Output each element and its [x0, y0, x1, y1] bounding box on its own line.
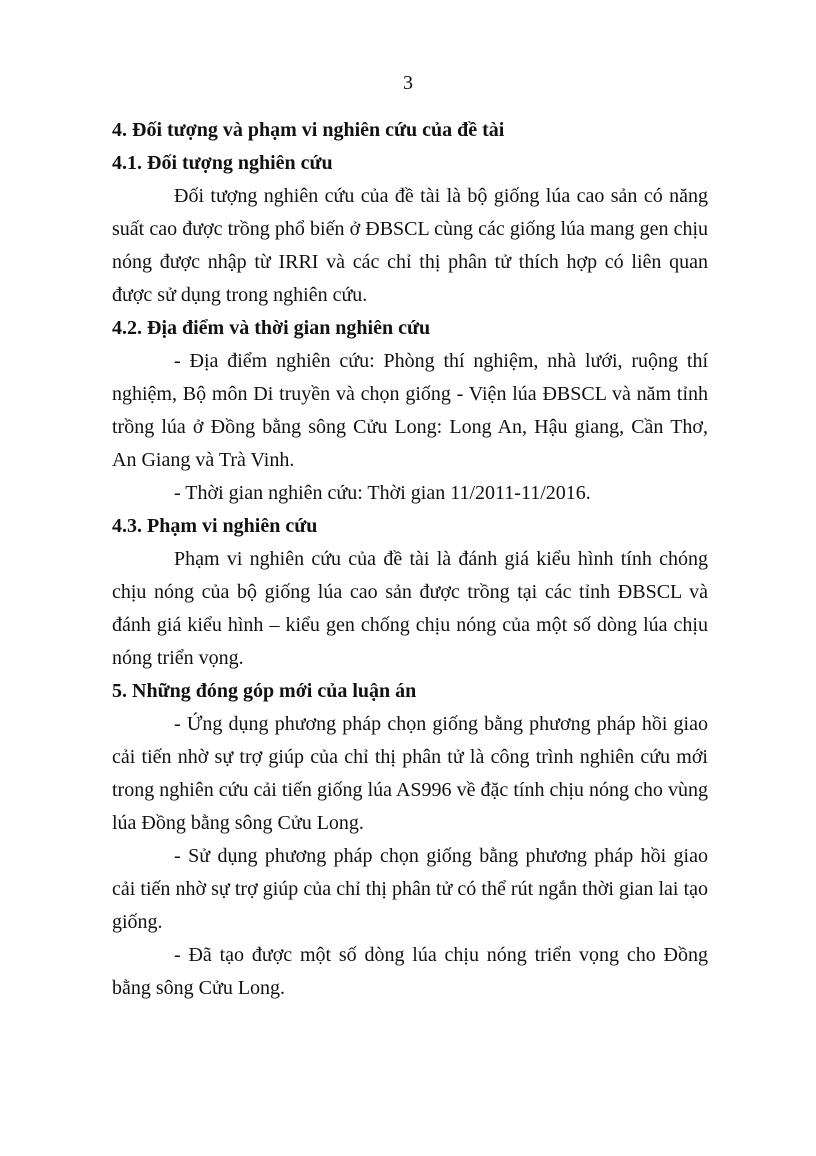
page-number: 3 [403, 72, 413, 94]
section-4-3-paragraph: Phạm vi nghiên cứu của đề tài là đánh giá kiểu hình tính chóng chịu nóng của bộ giống lúa cao sản được trồng tại các tỉnh ĐBSCL và đánh giá kiểu hình – kiểu gen chống chịu nóng của một số dòng lúa chịu nóng triển vọng. [112, 548, 708, 669]
document-body [112, 114, 708, 1005]
section-4-2-location: - Địa điểm nghiên cứu: Phòng thí nghiệm, nhà lưới, ruộng thí nghiệm, Bộ môn Di truyền và chọn giống - Viện lúa ĐBSCL và năm tỉnh trồng lúa ở Đồng bằng sông Cửu Long: Long An, Hậu giang, Cần Thơ, An Giang và Trà Vinh. [112, 350, 708, 471]
section-5-item: - Sử dụng phương pháp chọn giống bằng phương pháp hồi giao cải tiến nhờ sự trợ giúp của chỉ thị phân tử có thể rút ngắn thời gian lai tạo giống. [112, 845, 708, 933]
section-4-2-heading: 4.2. Địa điểm và thời gian nghiên cứu [112, 317, 431, 339]
section-4-heading: 4. Đối tượng và phạm vi nghiên cứu của đề tài [112, 119, 505, 141]
section-4-1-heading: 4.1. Đối tượng nghiên cứu [112, 152, 333, 174]
section-4-3-heading: 4.3. Phạm vi nghiên cứu [112, 515, 318, 537]
section-5-heading: 5. Những đóng góp mới của luận án [112, 680, 417, 702]
section-4-2-time: - Thời gian nghiên cứu: Thời gian 11/2011-11/2016. [174, 482, 591, 504]
section-5-item: - Ứng dụng phương pháp chọn giống bằng phương pháp hồi giao cải tiến nhờ sự trợ giúp của chỉ thị phân tử là công trình nghiên cứu mới trong nghiên cứu cải tiến giống lúa AS996 về đặc tính chịu nóng cho vùng lúa Đồng bằng sông Cửu Long. [112, 713, 708, 834]
section-4-1-paragraph: Đối tượng nghiên cứu của đề tài là bộ giống lúa cao sản có năng suất cao được trồng phổ biến ở ĐBSCL cùng các giống lúa mang gen chịu nóng được nhập từ IRRI và các chỉ thị phân tử thích hợp có liên quan được sử dụng trong nghiên cứu. [112, 185, 708, 306]
section-5-item: - Đã tạo được một số dòng lúa chịu nóng triển vọng cho Đồng bằng sông Cửu Long. [112, 944, 708, 999]
